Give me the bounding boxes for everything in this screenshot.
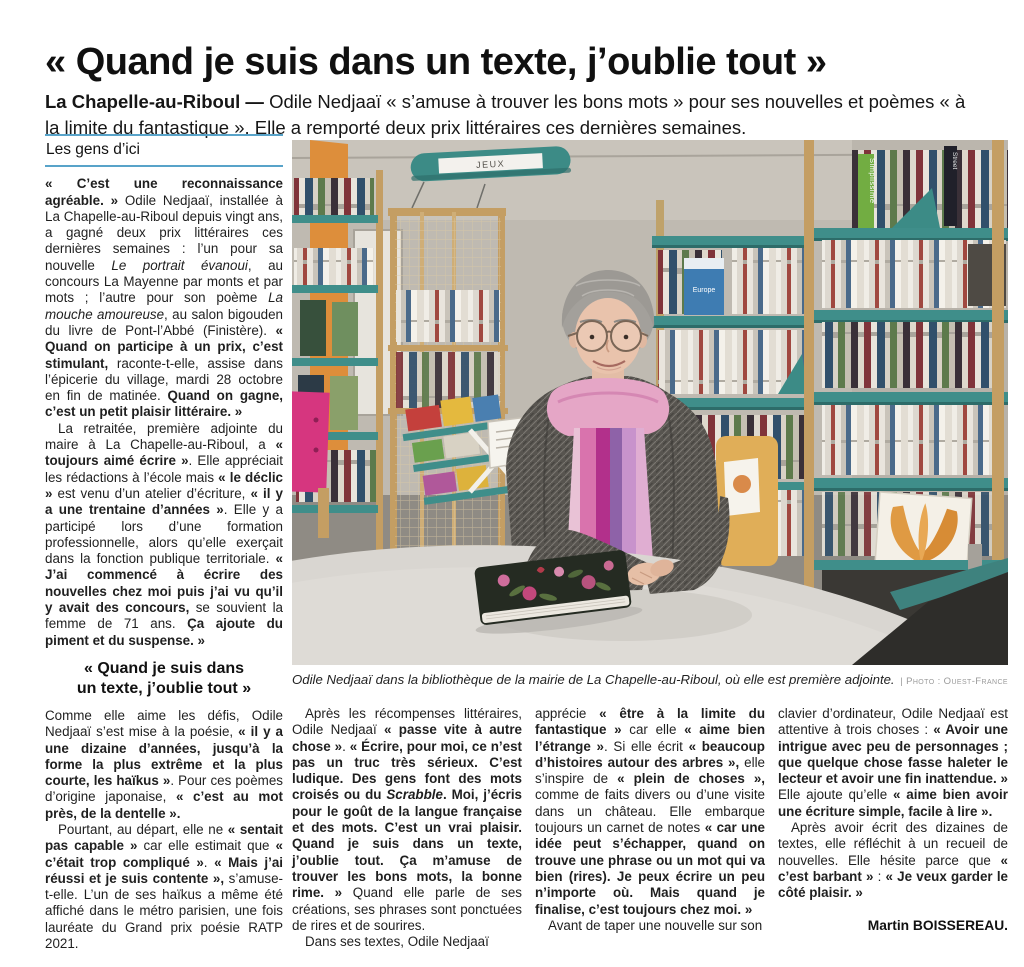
byline: Martin BOISSEREAU. <box>867 917 1008 933</box>
standfirst-location: La Chapelle-au-Riboul — <box>45 90 264 112</box>
section-label-text: Les gens d’ici <box>46 141 140 158</box>
column-1-text <box>45 176 283 952</box>
paragraph: Dans ses textes, Odile Nedjaaï <box>305 934 489 950</box>
pull-quote: « Quand je suis dans un texte, j’oublie tout » <box>76 659 252 698</box>
jeux-sign-label: JEUX <box>475 158 506 171</box>
headline: « Quand je suis dans un texte, j’oublie tout » <box>45 41 827 84</box>
paragraph: apprécie « être à la limite du fantastique » car elle « aime bien l’étrange ». Si elle écrit « beaucoup d’histoires autour des arbres », elle s’inspire de « plein de choses », comme de faits divers ou d’une visite dans un château. Elle embarque toujours un carnet de notes « car une idée peut s’échapper, quand on trouve une phrase ou un mot qui va bien (rires). Je peux écrire un peu n’importe où. Mais quand je finalise, c’est toujours chez moi. » <box>535 706 766 917</box>
section-label <box>45 134 283 167</box>
column-4 <box>778 706 1008 934</box>
paragraph: « C’est une reconnaissance agréable. » Odile Nedjaaï, installée à La Chapelle-au-Riboul depuis vingt ans, a gagné deux prix littéraires ces dernières semaines : l’un pour sa nouvelle Le portrait évanoui, au concours La Mayenne par monts et par mots ; l’autre pour son poème La mouche amoureuse, au salon bigouden du livre de Pont-l’Abbé (Finistère). « Quand on participe à un prix, c’est stimulant, raconte-t-elle, assise dans l’épicerie du village, mardi 28 octobre en fin de matinée. Quand on gagne, c’est un petit plaisir littéraire. » <box>45 176 283 420</box>
library-photo-illustration <box>292 140 1008 665</box>
paragraph: La retraitée, première adjointe du maire à La Chapelle-au-Riboul, a « toujours aimé écrire ». Elle appréciait les rédactions à l’école mais « le déclic » est venu d’un atelier d’écriture, « il y a une trentaine d’années ». Elle y a participé lors d’une formation professionnelle, alors qu’elle exerçait dans la fonction publique territoriale. « J’ai commencé à écrire des nouvelles chez moi puis j’ai vu qu’il y avait des concours, se souvient la femme de 71 ans. Ça ajoute du piment et du suspense. » <box>45 420 283 648</box>
photo-credit: | Photo : Ouest-France <box>900 676 1008 687</box>
paragraph: Pourtant, au départ, elle ne « sentait pas capable » car elle estimait que « c’était trop compliqué ». « Mais j’ai réussi et je suis contente », s’amuse-t-elle. L’un de ses haïkus a même été affiché dans le métro parisien, une fois lauréate du Grand prix poésie RATP 2021. <box>45 821 284 952</box>
photo-caption: Odile Nedjaaï dans la bibliothèque de la mairie de La Chapelle-au-Riboul, où elle est première adjointe. <box>292 672 895 687</box>
blue-travel-book <box>684 258 724 315</box>
column-1 <box>45 134 283 952</box>
black-spine-title: Street <box>951 152 958 170</box>
green-spine-title: Simplissime <box>868 158 877 204</box>
blue-book-title: Europe <box>692 287 716 294</box>
standfirst-text: Odile Nedjaaï « s’amuse à trouver les bons mots » pour ses nouvelles et poèmes « à la limite du fantastique ». Elle a remporté deux prix littéraires ces dernières semaines. <box>45 90 966 138</box>
standfirst <box>45 89 973 141</box>
scarf-wrap <box>547 378 669 436</box>
paragraph: clavier d’ordinateur, Odile Nedjaaï est attentive à trois choses : « Avoir une intrigue avec peu de personnages ; que quelque chose fasse haleter le lecteur et avoir une fin inattendue. » Elle ajoute qu’elle « aime bien avoir une écriture simple, facile à lire ». <box>778 706 1008 819</box>
paragraph: Après avoir écrit des dizaines de textes, elle réfléchit à un recueil de nouvelles. Elle hésite parce que « c’est barbant » : « Je veux garder le côté plaisir. » <box>778 820 1008 901</box>
column-3 <box>535 706 765 934</box>
photo-caption-row <box>292 672 1008 687</box>
column-2 <box>292 706 522 950</box>
paragraph: Après les récompenses littéraires, Odile Nedjaaï « passe vite à autre chose ». « Écrire, pour moi, ce n’est pas un truc très sérieux. C’est ludique. Des gens font des mots croisés ou du Scrabble. Moi, j’écris pour le goût de la langue française et des mots. C’est un vrai plaisir. Quand je suis dans un texte, j’oublie tout. Ça m’amuse de trouver les bons mots, la bonne rime. » Quand elle parle de ses créations, ses phrases sont ponctuées de rires et de sourires. <box>292 706 522 933</box>
paragraph: Avant de taper une nouvelle sur son <box>548 917 763 933</box>
paragraph: Comme elle aime les défis, Odile Nedjaaï s’est mise à la poésie, « il y a une dizaine d’années, jusqu’à la forme la plus extrême et la plus courte, les haïkus ». Pour ces poèmes d’origine japonaise, « c’est au mot près, de la dentelle ». <box>45 707 283 821</box>
column-4-text <box>778 706 1008 902</box>
article-photo <box>292 140 1008 665</box>
